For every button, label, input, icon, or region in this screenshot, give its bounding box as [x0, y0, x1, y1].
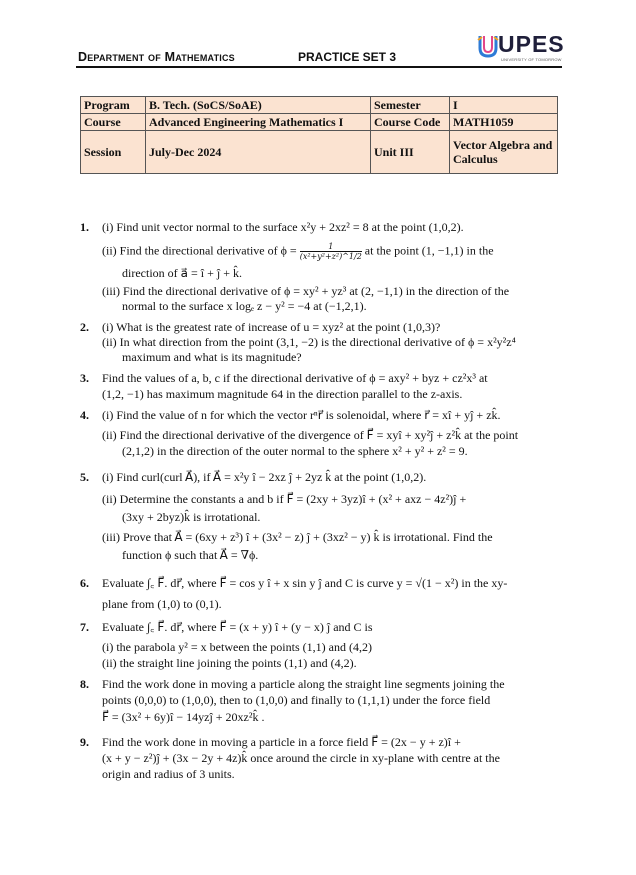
question-number: 8.	[80, 677, 89, 691]
course-label: Course	[81, 114, 146, 131]
course-code-label: Course Code	[371, 114, 450, 131]
question-number: 9.	[80, 735, 89, 749]
question-number: 6.	[80, 576, 89, 590]
question-number: 3.	[80, 371, 89, 385]
q5-part-ii-line1: (ii) Determine the constants a and b if F⃗ = (2xy + 3yz)î + (x² + axz − 4z²)ĵ +	[102, 492, 467, 506]
practice-set-title: PRACTICE SET 3	[298, 50, 397, 64]
unit-label: Unit III	[371, 131, 450, 174]
q3-line1: Find the values of a, b, c if the directional derivative of ϕ = axy² + byz + cz²x³ at	[102, 371, 488, 385]
q4-part-ii-line2: (2,1,2) in the direction of the outer normal to the sphere x² + y² + z² = 9.	[122, 444, 468, 458]
q1-part-i: (i) Find unit vector normal to the surface x²y + 2xz² = 8 at the point (1,0,2).	[102, 220, 464, 234]
session-value: July-Dec 2024	[146, 131, 371, 174]
q8-line2: points (0,0,0) to (1,0,0), then to (1,0,0) and finally to (1,1,1) under the force field	[102, 693, 491, 707]
logo-subtitle: UNIVERSITY OF TOMORROW	[501, 57, 562, 62]
question-number: 4.	[80, 408, 89, 422]
session-label: Session	[81, 131, 146, 174]
course-info-table	[80, 96, 558, 174]
q6-line1: Evaluate ∫꜀ F⃗. dr⃗, where F⃗ = cos y î + x sin y ĵ and C is curve y = √(1 − x²) in the xy-	[102, 576, 508, 590]
q1-part-iii-line2: normal to the surface x logₑ z − y² = −4 at (−1,2,1).	[122, 299, 367, 313]
q7-part-ii: (ii) the straight line joining the points (1,1) and (4,2).	[102, 656, 357, 670]
upes-logo	[477, 31, 567, 64]
q7-part-i: (i) the parabola y² = x between the points (1,1) and (4,2)	[102, 640, 372, 654]
q1-part-ii-point: at the point (1, −1,1) in the	[364, 243, 494, 258]
q5-part-i: (i) Find curl(curl A⃗), if A⃗ = x²y î − 2xz ĵ + 2yz k̂ at the point (1,0,2).	[102, 470, 427, 484]
q6-line2: plane from (1,0) to (0,1).	[102, 597, 222, 611]
q5-part-ii-line2: (3xy + 2byz)k̂ is irrotational.	[122, 510, 261, 524]
semester-value: I	[450, 97, 558, 114]
q5-part-iii-line2: function ϕ such that A⃗ = ∇ϕ.	[122, 548, 259, 562]
header-divider	[76, 66, 562, 68]
q1-part-ii-line1	[102, 242, 562, 261]
q2-part-ii-line1: (ii) In what direction from the point (3,1, −2) is the directional derivative of ϕ = x²y²z⁴	[102, 335, 516, 349]
q9-line3: origin and radius of 3 units.	[102, 767, 235, 781]
q1-part-ii-line2: direction of a⃗ = î + ĵ + k̂.	[122, 266, 242, 280]
department-heading: Department of Mathematics	[78, 50, 235, 64]
q1-part-ii-text: (ii) Find the directional derivative of ϕ =	[102, 243, 297, 258]
semester-label: Semester	[371, 97, 450, 114]
question-number: 1.	[80, 220, 89, 234]
logo-emblem-icon	[477, 34, 499, 58]
q2-part-i: (i) What is the greatest rate of increase of u = xyz² at the point (1,0,3)?	[102, 320, 441, 334]
logo-text: UPES	[498, 31, 565, 57]
q9-line2: (x + y − z²)ĵ + (3x − 2y + 4z)k̂ once around the circle in xy-plane with centre at the	[102, 751, 500, 765]
q7-line1: Evaluate ∫꜀ F⃗. dr⃗, where F⃗ = (x + y) î + (y − x) ĵ and C is	[102, 620, 373, 634]
question-number: 7.	[80, 620, 89, 634]
q4-part-ii-line1: (ii) Find the directional derivative of the divergence of F⃗ = xyî + xy²ĵ + z²k̂ at the point	[102, 428, 519, 442]
q4-part-i: (i) Find the value of n for which the vector rⁿr⃗ is solenoidal, where r⃗ = xî + yĵ + zk̂.	[102, 408, 501, 422]
q9-line1: Find the work done in moving a particle in a force field F⃗ = (2x − y + z)î +	[102, 735, 461, 749]
q8-line3: F⃗ = (3x² + 6y)î − 14yzĵ + 20xz²k̂ .	[102, 710, 265, 724]
q8-line1: Find the work done in moving a particle along the straight line segments joining the	[102, 677, 505, 691]
q1-part-iii-line1: (iii) Find the directional derivative of ϕ = xy² + yz³ at (2, −1,1) in the direction of the	[102, 284, 510, 298]
unit-value: Vector Algebra and Calculus	[450, 131, 558, 174]
program-label: Program	[81, 97, 146, 114]
course-value: Advanced Engineering Mathematics I	[146, 114, 371, 131]
q1-fraction	[300, 242, 362, 261]
program-value: B. Tech. (SoCS/SoAE)	[146, 97, 371, 114]
fraction-denominator: (x²+y²+z²)^1/2	[299, 252, 362, 261]
question-number: 5.	[80, 470, 89, 484]
course-code-value: MATH1059	[450, 114, 558, 131]
q5-part-iii-line1: (iii) Prove that A⃗ = (6xy + z³) î + (3x² − z) ĵ + (3xz² − y) k̂ is irrotational. Find the	[102, 530, 493, 544]
question-number: 2.	[80, 320, 89, 334]
q2-part-ii-line2: maximum and what is its magnitude?	[122, 350, 302, 364]
fraction-numerator: 1	[300, 242, 362, 252]
q3-line2: (1,2, −1) has maximum magnitude 64 in the direction parallel to the z-axis.	[102, 387, 463, 401]
